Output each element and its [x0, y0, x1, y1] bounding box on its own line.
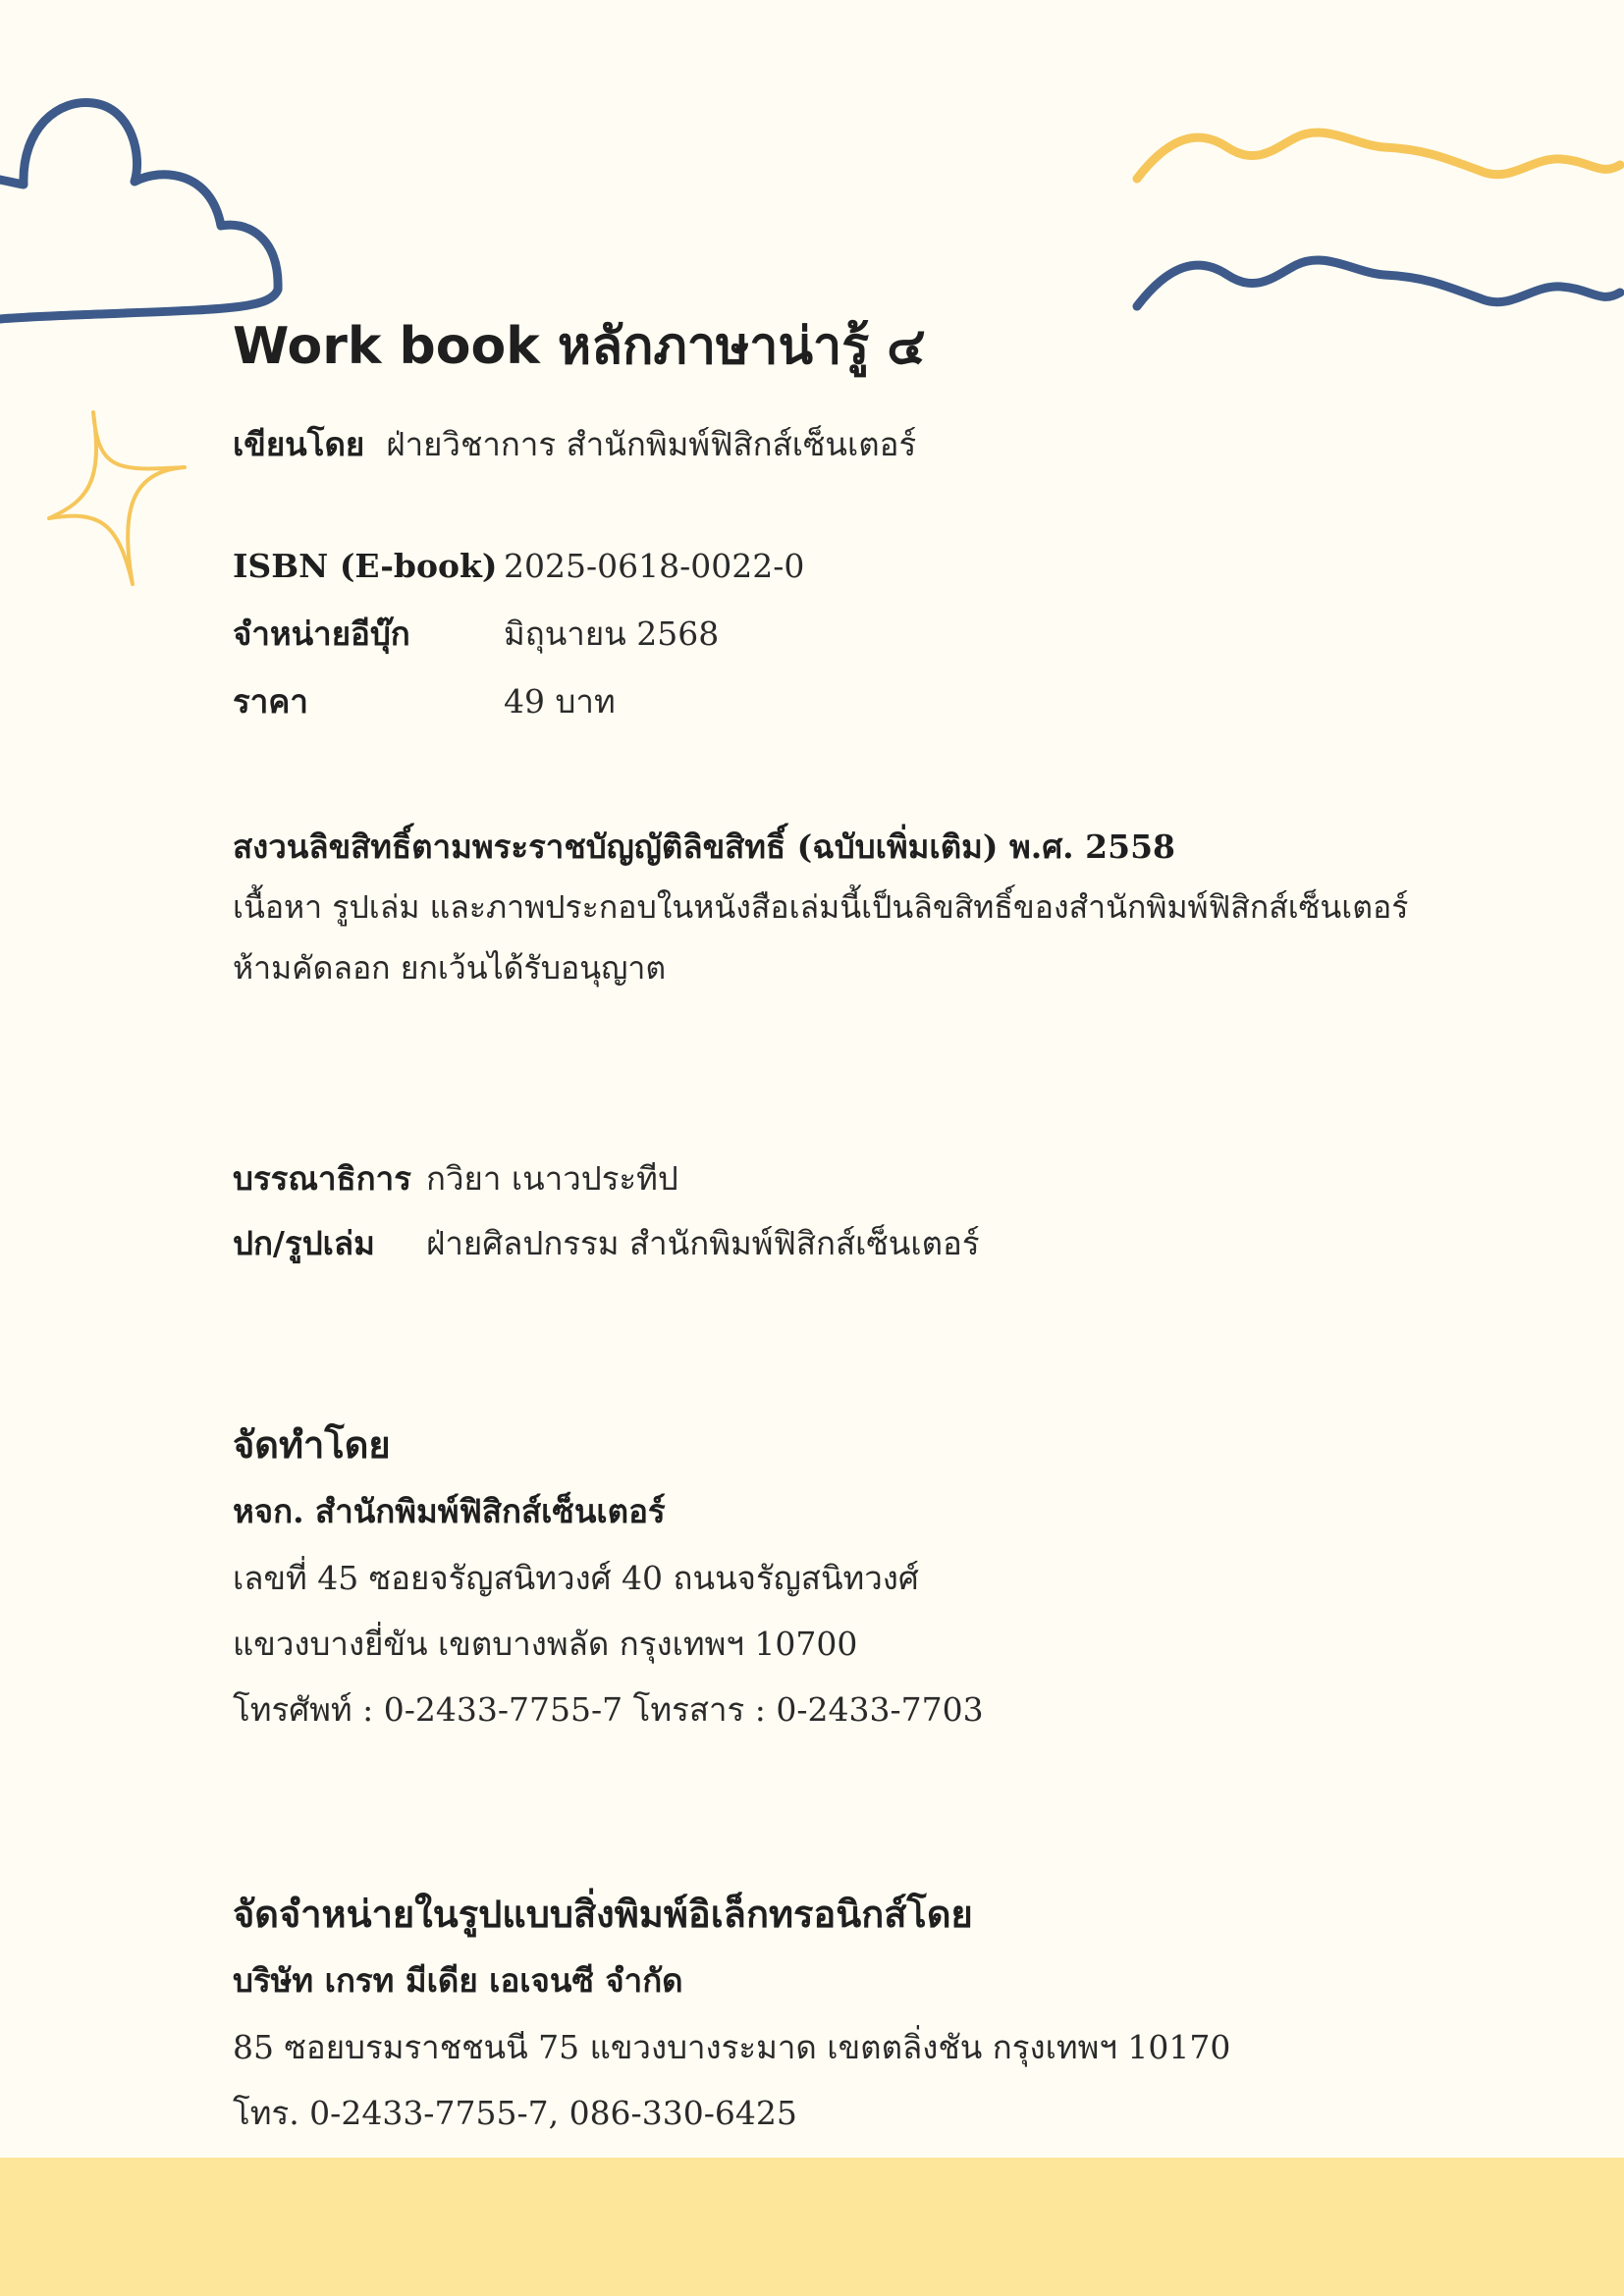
- price-row: [233, 679, 804, 747]
- credits: [233, 1147, 980, 1276]
- price-label: ราคา: [233, 682, 308, 721]
- isbn-value: 2025-0618-0022-0: [504, 547, 805, 585]
- sparkle-doodle-icon: [39, 402, 196, 599]
- release-value: มิถุนายน 2568: [504, 614, 720, 653]
- cloud-doodle-icon: [0, 88, 295, 344]
- distributed-org: บริษัท เกรท มีเดีย เอเจนซี จำกัด: [233, 1961, 683, 2000]
- prepared-contact: โทรศัพท์ : 0-2433-7755-7 โทรสาร : 0-2433-7703: [233, 1690, 984, 1729]
- prepared-address-2: แขวงบางยี่ขัน เขตบางพลัด กรุงเทพฯ 10700: [233, 1625, 858, 1663]
- copyright-line-1: เนื้อหา รูปเล่ม และภาพประกอบในหนังสือเล่มนี้เป็นลิขสิทธิ์ของสำนักพิมพ์ฟิสิกส์เซ็นเตอร์: [233, 888, 1409, 926]
- isbn-row: [233, 544, 804, 612]
- prepared-org: หจก. สำนักพิมพ์ฟิสิกส์เซ็นเตอร์: [233, 1492, 666, 1530]
- author-row: [233, 422, 916, 467]
- layout-row: [233, 1211, 980, 1276]
- isbn-label: ISBN (E-book): [233, 547, 498, 585]
- copyright-notice: [233, 818, 1408, 998]
- editor-value: กวิยา เนาวประทีป: [426, 1159, 678, 1198]
- distributed-heading: จัดจำหน่ายในรูปแบบสิ่งพิมพ์อิเล็กทรอนิกส์โดย: [233, 1892, 973, 1936]
- copyright-heading: สงวนลิขสิทธิ์ตามพระราชบัญญัติลิขสิทธิ์ (ฉบับเพิ่มเติม) พ.ศ. 2558: [233, 828, 1175, 866]
- author-label: เขียนโดย: [233, 425, 365, 463]
- copyright-line-2: ห้ามคัดลอก ยกเว้นได้รับอนุญาต: [233, 949, 667, 987]
- book-meta: [233, 544, 804, 747]
- prepared-address-1: เลขที่ 45 ซอยจรัญสนิทวงศ์ 40 ถนนจรัญสนิทวงศ์: [233, 1559, 919, 1597]
- layout-label: ปก/รูปเล่ม: [233, 1224, 375, 1262]
- yellow-wave-doodle-icon: [1129, 118, 1624, 206]
- prepared-heading: จัดทำโดย: [233, 1422, 391, 1467]
- distributed-by: [233, 1881, 1230, 2146]
- footer-band: [0, 2158, 1624, 2296]
- prepared-by: [233, 1412, 984, 1742]
- release-row: [233, 612, 804, 679]
- editor-label: บรรณาธิการ: [233, 1159, 411, 1198]
- author-value: ฝ่ายวิชาการ สำนักพิมพ์ฟิสิกส์เซ็นเตอร์: [386, 425, 917, 463]
- layout-value: ฝ่ายศิลปกรรม สำนักพิมพ์ฟิสิกส์เซ็นเตอร์: [426, 1224, 980, 1262]
- editor-row: [233, 1147, 980, 1211]
- book-title: Work book หลักภาษาน่ารู้ ๔: [233, 317, 926, 376]
- colophon: [233, 312, 1558, 2132]
- price-value: 49 บาท: [504, 682, 616, 721]
- distributed-address: 85 ซอยบรมราชชนนี 75 แขวงบางระมาด เขตตลิ่งชัน กรุงเทพฯ 10170: [233, 2028, 1231, 2066]
- distributed-contact: โทร. 0-2433-7755-7, 086-330-6425: [233, 2094, 797, 2132]
- release-label: จำหน่ายอีบุ๊ก: [233, 614, 410, 653]
